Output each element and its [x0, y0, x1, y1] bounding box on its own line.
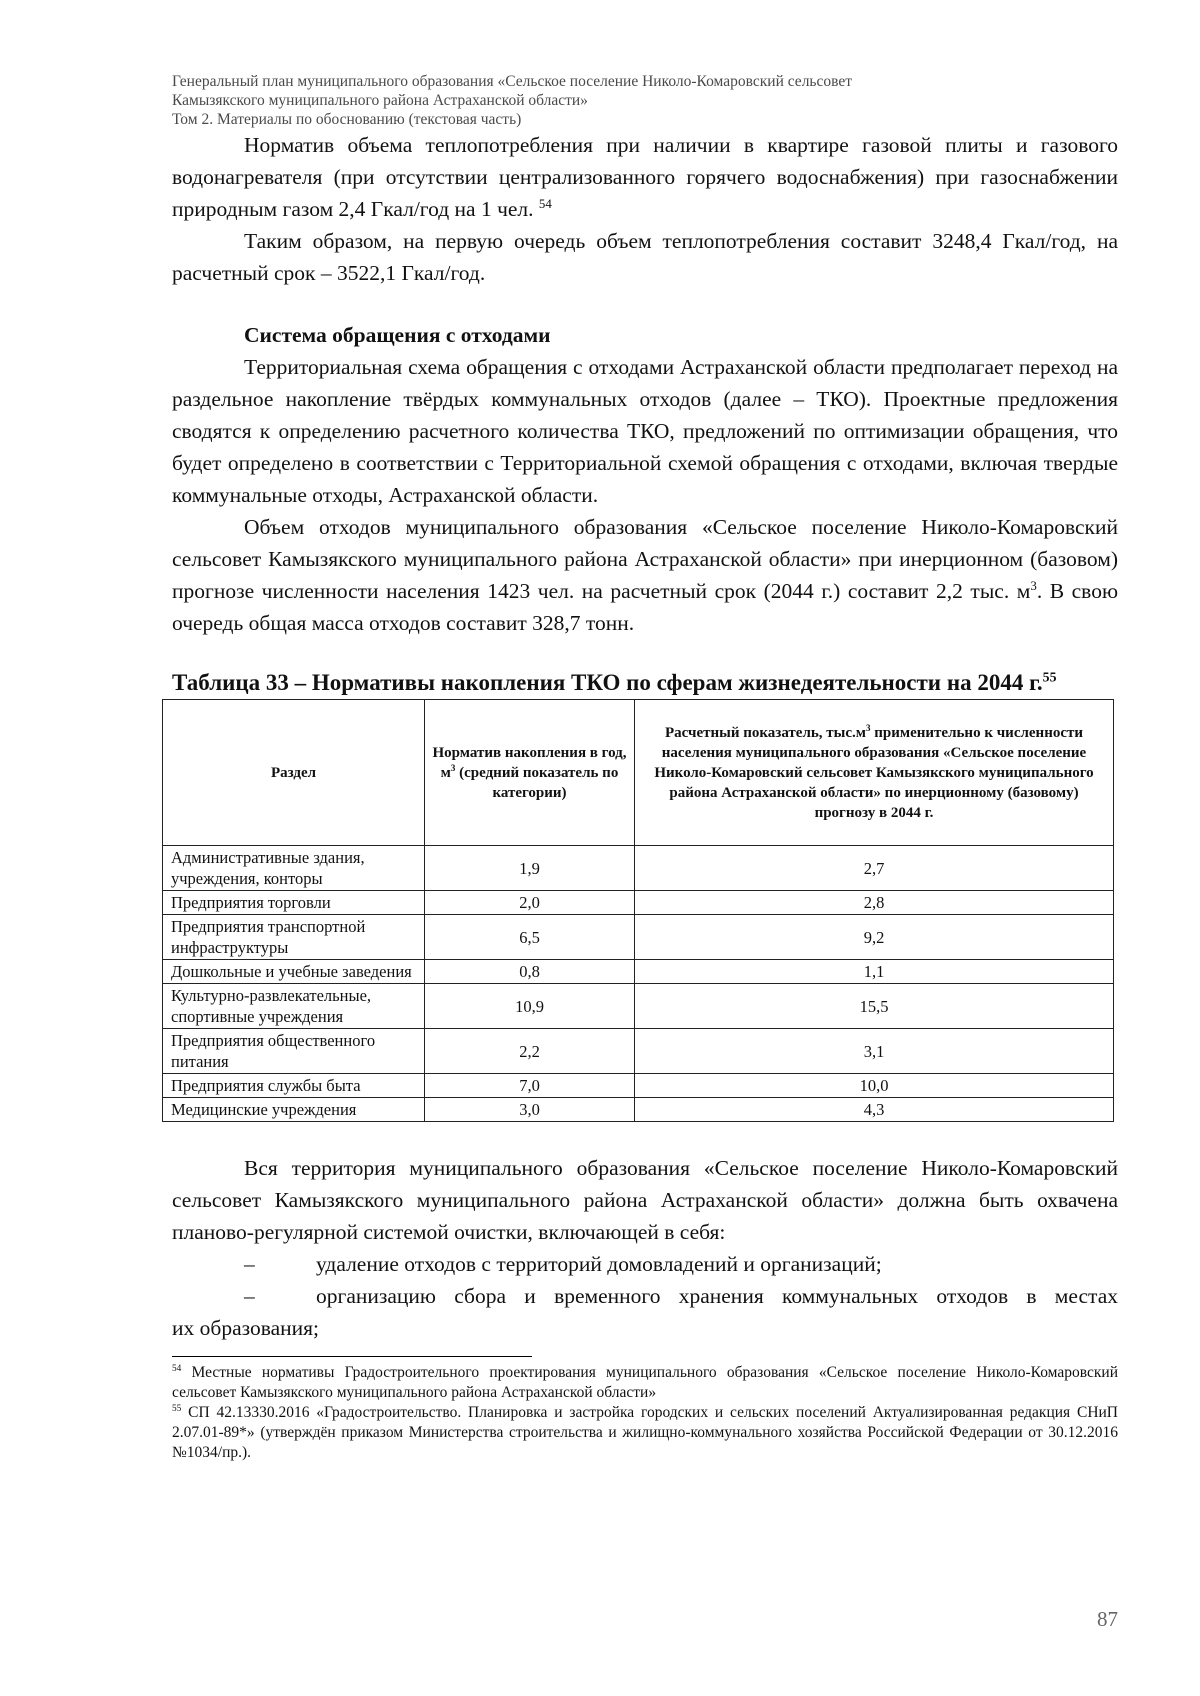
- table-row: Административные здания, учреждения, конторы 1,9 2,7: [163, 846, 1114, 891]
- table-row: Предприятия торговли 2,0 2,8: [163, 891, 1114, 915]
- header-line-3: Том 2. Материалы по обоснованию (текстовая часть): [172, 111, 522, 128]
- footnote-55: $^{55}$ СП 42.13330.2016 «Градостроительство. Планировка и застройка городских и сельских поселений Актуализированная редакция СНиП 2.07.01-89*» (утверждён приказом Министерства строительства и жилищно-коммунального хозяйства Российской Федерации от 30.12.2016 №1034/пр.).: [172, 1403, 1118, 1461]
- list-item: – организацию сбора и временного хранения коммунальных отходов в местах: [172, 1280, 1118, 1312]
- body-text-after-table: [172, 1152, 1118, 1248]
- paragraph-heat-norm: Норматив объема теплопотребления при наличии в квартире газовой плиты и газового водонагревателя (при отсутствии централизованного горячего водоснабжения) при газоснабжении природным газом 2,4 Гкал/год на 1 чел. $^{54}$: [172, 133, 1118, 221]
- list-item-continuation: их образования;: [172, 1316, 320, 1340]
- table-row: Культурно-развлекательные, спортивные учреждения 10,9 15,5: [163, 984, 1114, 1029]
- table-row: Предприятия общественного питания 2,2 3,1: [163, 1029, 1114, 1074]
- col-header-norm: Норматив накопления в год, $м^3$ (средний показатель по категории): [425, 700, 635, 846]
- footnote-separator: [172, 1356, 532, 1357]
- list-item: – удаление отходов с территорий домовладений и организаций;: [172, 1248, 1118, 1280]
- waste-norms-table: [162, 699, 1114, 1122]
- col-header-section: Раздел: [163, 700, 425, 846]
- running-header: [172, 72, 1118, 129]
- footnote-ref-54: 54: [538, 196, 552, 211]
- paragraph-waste-volume: Объем отходов муниципального образования «Сельское поселение Николо-Комаровский сельсовет Камызякского муниципального района Астраханской области» при инерционном (базовом) прогнозе численности населения 1423 чел. на расчетный срок (2044 г.) составит 2,2 тыс. $м^3$. В свою очередь общая масса отходов составит 328,7 тонн.: [172, 515, 1118, 635]
- list-dash: –: [244, 1284, 255, 1308]
- document-page: [172, 72, 1118, 1463]
- section-title-waste: Система обращения с отходами: [244, 323, 551, 347]
- body-text: [172, 129, 1118, 639]
- paragraph-waste-scheme: Территориальная схема обращения с отходами Астраханской области предполагает переход на раздельное накопление твёрдых коммунальных отходов (далее – ТКО). Проектные предложения сводятся к определению расчетного количества ТКО, предложений по оптимизации обращения, что будет определено в соответствии с Территориальной схемой обращения с отходами, включая твердые коммунальные отходы, Астраханской области.: [172, 355, 1118, 507]
- header-line-2: Камызякского муниципального района Астраханской области»: [172, 92, 588, 109]
- list-dash: –: [244, 1252, 255, 1276]
- table-row: Медицинские учреждения 3,0 4,3: [163, 1098, 1114, 1122]
- page-number: 87: [1097, 1607, 1118, 1631]
- table-caption: Таблица 33 – Нормативы накопления ТКО по сферам жизнедеятельности на 2044 г.$^{55}$: [172, 669, 1057, 695]
- paragraph-heat-total: Таким образом, на первую очередь объем теплопотребления составит 3248,4 Гкал/год, на расчетный срок – 3522,1 Гкал/год.: [172, 229, 1118, 285]
- footnote-ref-55: 55: [1042, 669, 1057, 685]
- col-header-calc: Расчетный показатель, $тыс.м^3$ применительно к численности населения муниципального образования «Сельское поселение Николо-Комаровский сельсовет Камызякского муниципального района Астраханской области» по инерционному (базовому) прогнозу в 2044 г.: [635, 700, 1114, 846]
- header-line-1: Генеральный план муниципального образования «Сельское поселение Николо-Комаровский сельсовет: [172, 73, 853, 90]
- table-row: Предприятия транспортной инфраструктуры 6,5 9,2: [163, 915, 1114, 960]
- table-row: Предприятия службы быта 7,0 10,0: [163, 1074, 1114, 1098]
- paragraph-cleaning-system: Вся территория муниципального образования «Сельское поселение Николо-Комаровский сельсовет Камызякского муниципального района Астраханской области» должна быть охвачена планово-регулярной системой очистки, включающей в себя:: [172, 1156, 1118, 1244]
- table-row: Дошкольные и учебные заведения 0,8 1,1: [163, 960, 1114, 984]
- table-header-row: [163, 700, 1114, 846]
- footnote-54: $^{54}$ Местные нормативы Градостроительного проектирования муниципального образования «Сельское поселение Николо-Комаровский сельсовет Камызякского муниципального района Астраханской области»: [172, 1363, 1118, 1401]
